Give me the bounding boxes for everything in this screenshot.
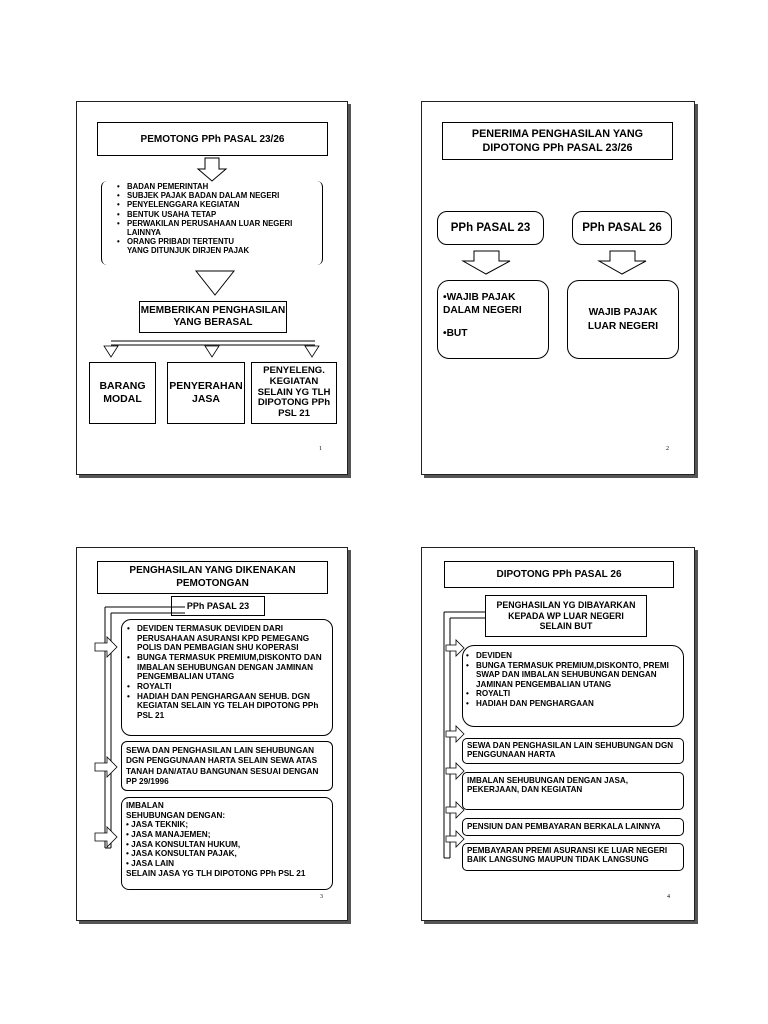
list-item: • ROYALTI <box>465 689 677 699</box>
slide3-imbalan-box <box>121 797 333 890</box>
list-item: • BENTUK USAHA TETAP <box>116 210 316 219</box>
slide4-list-box <box>462 645 684 727</box>
slide2-title: PENERIMA PENGHASILAN YANG DIPOTONG PPh PASAL 23/26 <box>442 122 673 160</box>
slide3-sewa-box: SEWA DAN PENGHASILAN LAIN SEHUBUNGAN DGN PENGGUNAAN HARTA SELAIN SEWA ATAS TANAH DAN/ATAU BANGUNAN SESUAI DENGAN PP 29/1996 <box>121 741 333 791</box>
slide4-subtitle: PENGHASILAN YG DIBAYARKAN KEPADA WP LUAR NEGERI SELAIN BUT <box>485 595 647 637</box>
list-item: • BADAN PEMERINTAH <box>116 182 316 191</box>
slide3-imbalan-foot: SELAIN JASA YG TLH DIPOTONG PPh PSL 21 <box>126 868 306 878</box>
list-item: • HADIAH DAN PENGHARGAAN SEHUB. DGN KEGIATAN SELAIN YG TELAH DIPOTONG PPh PSL 21 <box>126 692 326 721</box>
list-item: • BUNGA TERMASUK PREMIUM,DISKONTO, PREMI SWAP DAN IMBALAN SEHUBUNGAN DENGAN JAMINAN PENGEMBALIAN UTANG <box>465 661 677 690</box>
slide2-pph23-box: PPh PASAL 23 <box>437 211 544 245</box>
list-item: • ROYALTI <box>126 682 326 692</box>
slide4-premi-box: PEMBAYARAN PREMI ASURANSI KE LUAR NEGERI BAIK LANGSUNG MAUPUN TIDAK LANGSUNG <box>462 843 684 871</box>
slide3-list <box>126 624 326 721</box>
slide-3 <box>76 547 348 921</box>
slide-4 <box>421 547 695 921</box>
list-item: • SUBJEK PAJAK BADAN DALAM NEGERI <box>116 191 316 200</box>
list-item: • JASA TEKNIK; <box>126 820 189 830</box>
list-item: • JASA MANAJEMEN; <box>126 830 211 840</box>
slide1-title: PEMOTONG PPh PASAL 23/26 <box>97 122 328 156</box>
list-item: • HADIAH DAN PENGHARGAAN <box>465 699 677 709</box>
slide2-pph26-box: PPh PASAL 26 <box>572 211 672 245</box>
slide1-list <box>116 182 316 256</box>
slide4-sewa-box: SEWA DAN PENGHASILAN LAIN SEHUBUNGAN DGN PENGGUNAAN HARTA <box>462 738 684 764</box>
slide3-imbalan-head: IMBALAN <box>126 801 164 810</box>
down-arrow-icon <box>462 251 512 275</box>
slide1-middle-box: MEMBERIKAN PENGHASILAN YANG BERASAL <box>139 301 287 333</box>
list-item: • JASA KONSULTAN HUKUM, <box>126 839 241 849</box>
page-number: 2 <box>666 446 669 452</box>
slide2-left-body <box>437 280 549 359</box>
slide3-imbalan-sub: SEHUBUNGAN DENGAN: <box>126 810 226 820</box>
list-item: • JASA LAIN <box>126 859 175 869</box>
slide2-right-body: WAJIB PAJAK LUAR NEGERI <box>567 280 679 359</box>
down-arrow-icon <box>195 266 235 296</box>
slide3-subtitle: PPh PASAL 23 <box>171 596 265 616</box>
slide1-list-box <box>101 181 323 265</box>
list-item: • ORANG PRIBADI TERTENTU <box>116 237 316 246</box>
slide-1 <box>76 101 348 475</box>
slide4-title: DIPOTONG PPh PASAL 26 <box>444 561 674 588</box>
page-number: 1 <box>319 446 322 452</box>
list-item: • PERWAKILAN PERUSAHAAN LUAR NEGERI LAINNYA <box>116 219 316 237</box>
slide1-box-penyerahan-jasa: PENYERAHAN JASA <box>167 362 245 424</box>
slide4-pensiun-box: PENSIUN DAN PEMBAYARAN BERKALA LAINNYA <box>462 818 684 836</box>
slide2-left-item-wp: •WAJIB PAJAK DALAM NEGERI <box>443 292 522 317</box>
slide1-box-barang-modal: BARANG MODAL <box>89 362 156 424</box>
slide3-title: PENGHASILAN YANG DIKENAKAN PEMOTONGAN <box>97 561 328 594</box>
list-item: YANG DITUNJUK DIRJEN PAJAK <box>127 246 250 256</box>
list-item: • BUNGA TERMASUK PREMIUM,DISKONTO DAN IMBALAN SEHUBUNGAN DENGAN JAMINAN PENGEMBALIAN UTANG <box>126 653 326 682</box>
list-item: • PENYELENGGARA KEGIATAN <box>116 200 316 209</box>
slide1-box-penyelenggara: PENYELENG. KEGIATAN SELAIN YG TLH DIPOTONG PPh PSL 21 <box>251 362 337 424</box>
list-item: • DEVIDEN TERMASUK DEVIDEN DARI PERUSAHAAN ASURANSI KPD PEMEGANG POLIS DAN PEMBAGIAN SHU KOPERASI <box>126 624 326 653</box>
down-arrow-icon <box>197 158 227 182</box>
slide3-list-box <box>121 619 333 736</box>
page-number: 3 <box>320 894 323 900</box>
branch-connector <box>99 338 324 362</box>
slide-2 <box>421 101 695 475</box>
slide4-imbalan-box: IMBALAN SEHUBUNGAN DENGAN JASA, PEKERJAAN, DAN KEGIATAN <box>462 772 684 810</box>
page-number: 4 <box>667 894 670 900</box>
slide4-list <box>465 651 677 708</box>
down-arrow-icon <box>598 251 648 275</box>
list-item: • JASA KONSULTAN PAJAK, <box>126 849 237 859</box>
slide2-left-item-but: •BUT <box>443 327 468 339</box>
list-item: • DEVIDEN <box>465 651 677 661</box>
